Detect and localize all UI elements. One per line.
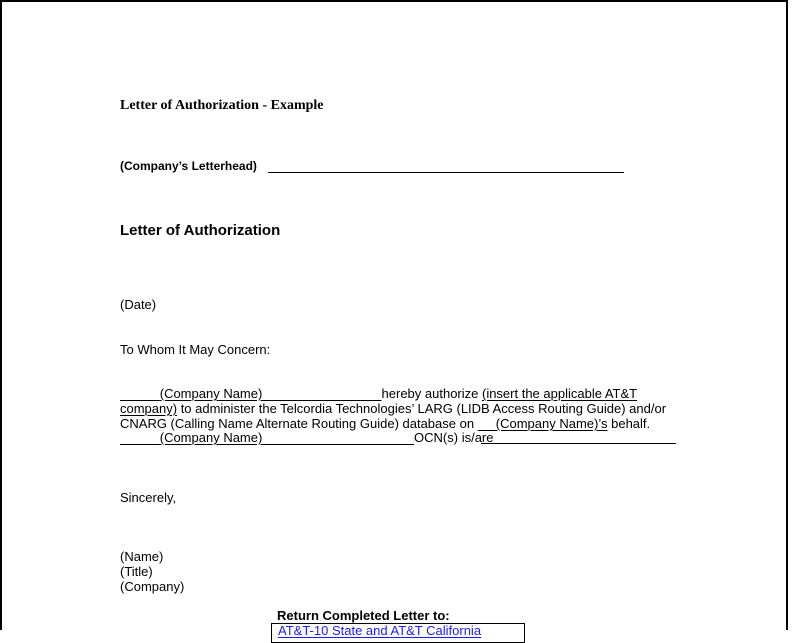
company-name-blank-3: (Company Name) [159,430,263,445]
behalf-text: behalf. [607,416,651,431]
company-name-blank-2: (Company Name)’s [495,416,608,431]
signature-company: (Company) [120,579,185,594]
insert-company-1: (insert the applicable AT&T [481,386,638,401]
paragraph-line-1 [120,386,637,401]
return-label: Return Completed Letter to: [277,608,450,623]
paragraph-line-3 [120,416,650,431]
insert-company-2: company) [120,401,178,416]
signature-title: (Title) [120,564,153,579]
date-placeholder: (Date) [120,297,157,312]
cnarg-text: CNARG (Calling Name Alternate Routing Guide) database on [120,416,478,431]
ocn-blank-line [481,443,676,444]
letter-heading: Letter of Authorization [120,222,281,239]
letterhead-line [268,172,624,173]
authorize-text: hereby authorize [381,386,482,401]
example-title: Letter of Authorization - Example [120,98,324,113]
company-name-blank-1: (Company Name) [159,386,263,401]
paragraph-line-2 [120,401,666,416]
closing: Sincerely, [120,490,177,505]
letterhead-label: (Company’s Letterhead) [120,159,257,173]
salutation: To Whom It May Concern: [120,342,271,357]
signature-name: (Name) [120,549,164,564]
paragraph-line-4 [120,430,493,445]
administer-text: to administer the Telcordia Technologies’ LARG (LIDB Access Routing Guide) and/or [177,401,667,416]
ocn-text: OCN(s) is/are [414,430,494,445]
return-address-link[interactable]: AT&T-10 State and AT&T California [278,623,482,638]
